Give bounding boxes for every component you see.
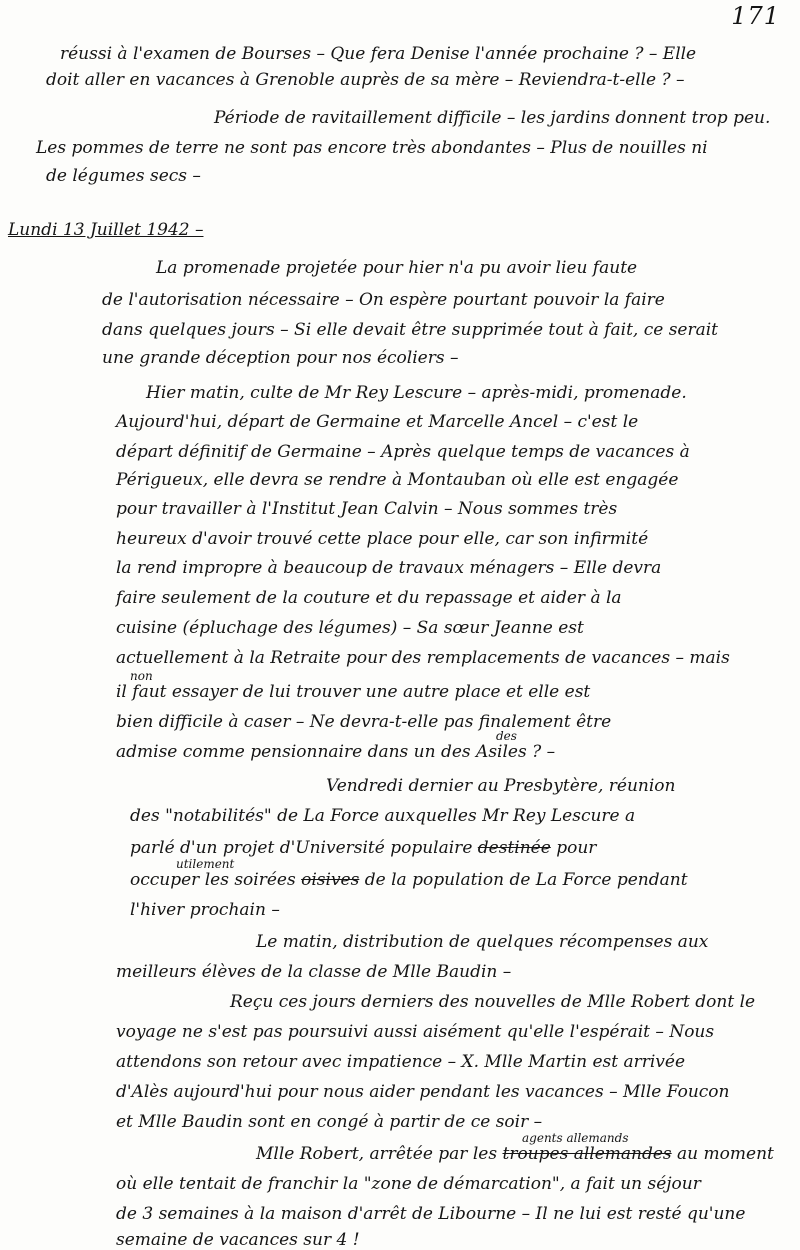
text-line: Hier matin, culte de Mr Rey Lescure – après-midi, promenade. [146, 383, 687, 403]
text-line: une grande déception pour nos écoliers – [102, 348, 459, 368]
interlinear-insert: agents allemands [522, 1131, 629, 1145]
line-text: Mlle Robert, arrêtée par les [256, 1144, 498, 1164]
text-line: départ définitif de Germaine – Après quelque temps de vacances à [116, 442, 690, 462]
text-line: d'Alès aujourd'hui pour nous aider pendant les vacances – Mlle Foucon [116, 1082, 730, 1102]
interlinear-insert: non [130, 669, 153, 683]
text-line: Période de ravitaillement difficile – les jardins donnent trop peu. [214, 108, 771, 128]
text-line: Les pommes de terre ne sont pas encore très abondantes – Plus de nouilles ni [36, 138, 708, 158]
interlinear-insert: utilement [176, 857, 235, 871]
text-line: meilleurs élèves de la classe de Mlle Baudin – [116, 962, 512, 982]
text-line: cuisine (épluchage des légumes) – Sa sœur Jeanne est [116, 618, 584, 638]
line-text: occuper les soirées [130, 870, 296, 890]
text-line [130, 872, 688, 889]
date-heading: Lundi 13 Juillet 1942 – [8, 220, 204, 240]
text-line: Vendredi dernier au Presbytère, réunion [326, 776, 676, 796]
text-line: l'hiver prochain – [130, 900, 280, 920]
struck-word: troupes allemandes [502, 1144, 672, 1164]
text-line: Périgueux, elle devra se rendre à Montauban où elle est engagée [116, 470, 679, 490]
text-line: la rend impropre à beaucoup de travaux ménagers – Elle devra [116, 558, 662, 578]
text-line: La promenade projetée pour hier n'a pu avoir lieu faute [156, 258, 638, 278]
text-line: dans quelques jours – Si elle devait être supprimée tout à fait, ce serait [102, 320, 719, 340]
line-text: pour [556, 838, 597, 858]
text-line [256, 1146, 774, 1163]
text-line: Reçu ces jours derniers des nouvelles de Mlle Robert dont le [230, 992, 756, 1012]
line-text: parlé d'un projet d'Université populaire [130, 838, 473, 858]
line-text: de la population de La Force pendant [364, 870, 688, 890]
text-line: de 3 semaines à la maison d'arrêt de Libourne – Il ne lui est resté qu'une [116, 1204, 746, 1224]
interlinear-insert: des [496, 729, 517, 743]
struck-word: destinée [477, 838, 551, 858]
text-line: de légumes secs – [46, 166, 201, 186]
text-line: heureux d'avoir trouvé cette place pour elle, car son infirmité [116, 529, 649, 549]
text-line: Aujourd'hui, départ de Germaine et Marcelle Ancel – c'est le [116, 412, 639, 432]
text-line: où elle tentait de franchir la "zone de démarcation", a fait un séjour [116, 1174, 701, 1194]
struck-word: oisives [301, 870, 360, 890]
text-line: actuellement à la Retraite pour des remplacements de vacances – mais [116, 648, 730, 668]
text-line: attendons son retour avec impatience – X. Mlle Martin est arrivée [116, 1052, 686, 1072]
text-line: voyage ne s'est pas poursuivi aussi aisément qu'elle l'espérait – Nous [116, 1022, 715, 1042]
text-line: et Mlle Baudin sont en congé à partir de ce soir – [116, 1112, 543, 1132]
text-line: réussi à l'examen de Bourses – Que fera Denise l'année prochaine ? – Elle [60, 44, 697, 64]
page-number: 171 [731, 2, 780, 30]
text-line: Le matin, distribution de quelques récompenses aux [256, 932, 709, 952]
text-line: des "notabilités" de La Force auxquelles Mr Rey Lescure a [130, 806, 636, 826]
text-line: bien difficile à caser – Ne devra-t-elle pas finalement être [116, 712, 612, 732]
text-line: de l'autorisation nécessaire – On espère pourtant pouvoir la faire [102, 290, 665, 310]
text-line: doit aller en vacances à Grenoble auprès de sa mère – Reviendra-t-elle ? – [46, 70, 685, 90]
text-line: faire seulement de la couture et du repassage et aider à la [116, 588, 622, 608]
text-line: pour travailler à l'Institut Jean Calvin – Nous sommes très [116, 499, 618, 519]
line-text: au moment [677, 1144, 774, 1164]
text-line: semaine de vacances sur 4 ! [116, 1230, 360, 1250]
text-line: admise comme pensionnaire dans un des Asiles ? – [116, 742, 556, 762]
text-line: il faut essayer de lui trouver une autre place et elle est [116, 682, 591, 702]
text-line [130, 840, 596, 857]
